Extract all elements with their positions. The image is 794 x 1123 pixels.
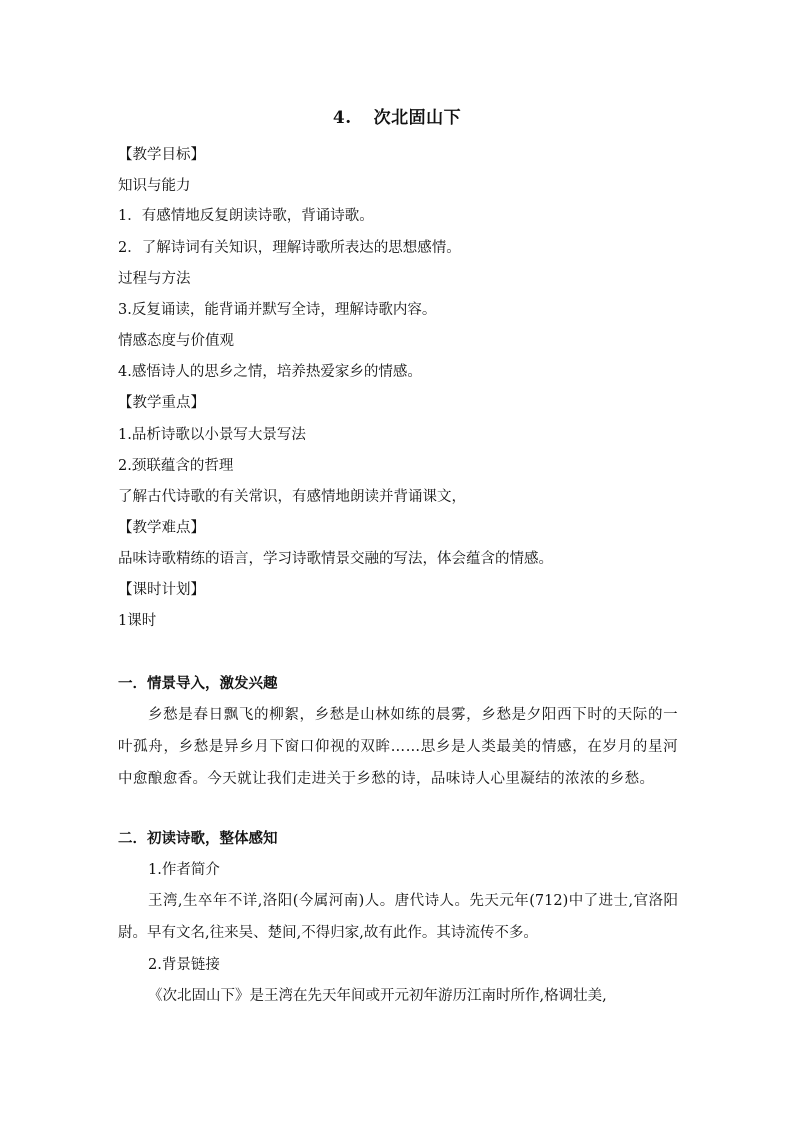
part1-paragraph: 乡愁是春日飘飞的柳絮，乡愁是山林如练的晨雾，乡愁是夕阳西下时的天际的一叶孤舟，乡愁是异乡月下窗口仰视的双眸……思乡是人类最美的情感，在岁月的星河中愈酿愈香。今天就让我们走进关于乡愁的诗，品味诗人心里凝结的浓浓的乡愁。 <box>118 707 678 787</box>
plan-header: 【课时计划】 <box>118 582 205 598</box>
process-label: 过程与方法 <box>118 271 191 287</box>
page-title <box>0 103 794 128</box>
part2-heading: 二．初读诗歌，整体感知 <box>118 830 278 847</box>
background-label: 2.背景链接 <box>148 957 220 973</box>
attitude-label: 情感态度与价值观 <box>118 333 234 349</box>
objective-3: 3.反复诵读，能背诵并默写全诗，理解诗歌内容。 <box>118 302 437 318</box>
difficulty-1: 品味诗歌精练的语言，学习诗歌情景交融的写法，体会蕴含的情感。 <box>118 551 553 567</box>
lesson-title: 次北固山下 <box>373 108 462 128</box>
focus-3: 了解古代诗歌的有关常识，有感情地朗读并背诵课文， <box>118 489 466 505</box>
objectives-header: 【教学目标】 <box>118 147 205 163</box>
objective-2: 2．了解诗词有关知识，理解诗歌所表达的思想感情。 <box>118 240 461 256</box>
focus-1: 1.品析诗歌以小景写大景写法 <box>118 427 306 443</box>
author-paragraph: 王湾,生卒年不详,洛阳(今属河南)人。唐代诗人。先天元年(712)中了进士,官洛阳尉。早有文名,往来吴、楚间,不得归家,故有此作。其诗流传不多。 <box>118 893 678 941</box>
part1-heading: 一．情景导入，激发兴趣 <box>118 675 278 692</box>
author-intro-label: 1.作者简介 <box>148 862 220 878</box>
objective-1: 1．有感情地反复朗读诗歌，背诵诗歌。 <box>118 208 374 224</box>
objective-4: 4.感悟诗人的思乡之情，培养热爱家乡的情感。 <box>118 364 422 380</box>
focus-header: 【教学重点】 <box>118 395 205 411</box>
knowledge-label: 知识与能力 <box>118 178 191 194</box>
plan-1: 1课时 <box>118 613 157 629</box>
focus-2: 2.颈联蕴含的哲理 <box>118 458 234 474</box>
background-paragraph: 《次北固山下》是王湾在先天年间或开元初年游历江南时所作,格调壮美, <box>148 988 607 1004</box>
difficulty-header: 【教学难点】 <box>118 520 205 536</box>
lesson-number: 4. <box>332 108 352 128</box>
